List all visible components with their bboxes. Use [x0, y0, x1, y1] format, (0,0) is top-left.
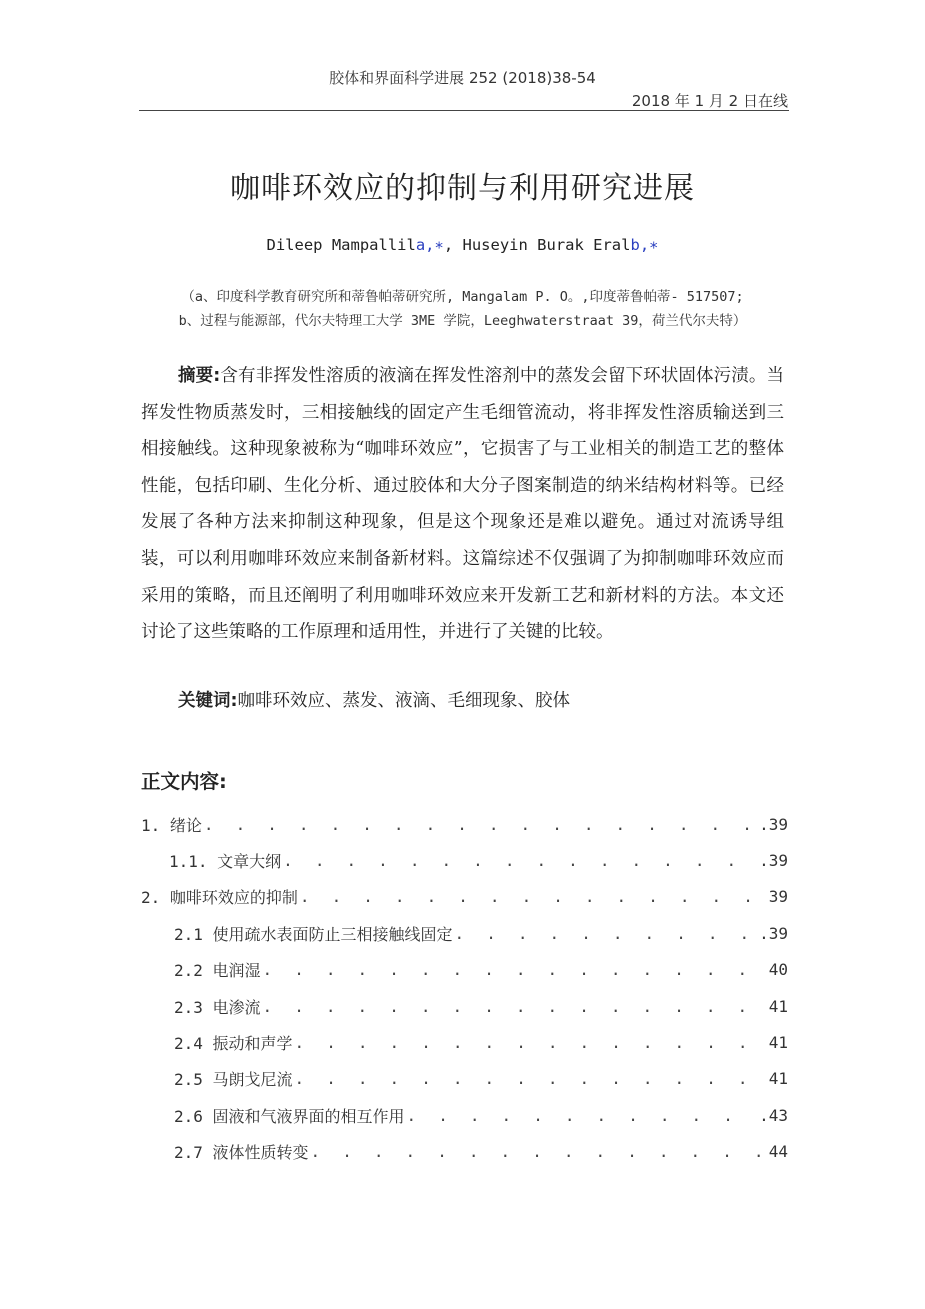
- keywords-text: 咖啡环效应、蒸发、液滴、毛细现象、胶体: [237, 691, 570, 711]
- toc-leader-dots: [455, 924, 758, 943]
- toc-entry-label: 1.1. 文章大纲: [169, 852, 282, 872]
- author-name: Dileep Mampallil: [266, 236, 416, 254]
- toc-entry-page: 41: [768, 996, 788, 1016]
- toc-entry[interactable]: [141, 879, 788, 915]
- toc-leader-dots: [407, 1106, 758, 1125]
- author-separator: ,: [443, 236, 463, 254]
- author-line: [0, 236, 925, 254]
- toc-leader-dots: [283, 851, 757, 870]
- toc-entry-page: .39: [759, 851, 788, 871]
- toc-entry-label: 1. 绪论: [141, 815, 202, 835]
- journal-citation: 胶体和界面科学进展 252 (2018)38-54: [329, 69, 596, 87]
- toc-entry[interactable]: [141, 806, 788, 842]
- toc-entry-page: .39: [759, 923, 788, 943]
- toc-entry-label: 2.2 电润湿: [174, 961, 261, 981]
- toc-entry[interactable]: [141, 1061, 788, 1097]
- toc-entry[interactable]: [141, 1097, 788, 1133]
- keywords-label: 关键词:: [178, 691, 238, 711]
- toc-entry-label: 2.7 液体性质转变: [174, 1143, 309, 1163]
- author-name: Huseyin Burak Eral: [462, 236, 631, 254]
- toc-leader-dots: [295, 1033, 767, 1052]
- toc-entry[interactable]: [141, 915, 788, 951]
- toc-heading: 正文内容:: [141, 770, 227, 793]
- toc-entry-page: 41: [768, 1033, 788, 1053]
- toc-entry[interactable]: [141, 1024, 788, 1060]
- toc-entry-label: 2.5 马朗戈尼流: [174, 1070, 293, 1090]
- toc-entry-page: 41: [768, 1069, 788, 1089]
- toc-entry-label: 2. 咖啡环效应的抑制: [141, 888, 298, 908]
- abstract-label: 摘要:: [178, 366, 221, 386]
- toc-entry-label: 2.6 固液和气液界面的相互作用: [174, 1106, 405, 1126]
- toc-entry-label: 2.3 电渗流: [174, 997, 261, 1017]
- paper-title: 咖啡环效应的抑制与利用研究进展: [230, 171, 695, 206]
- affiliation-line: （a、印度科学教育研究所和蒂鲁帕蒂研究所, Mangalam P. O。,印度蒂鲁帕蒂- 517507;: [181, 289, 744, 305]
- toc-entry-page: 39: [768, 887, 788, 907]
- online-date: 2018 年 1 月 2 日在线: [631, 92, 788, 110]
- keywords: [178, 687, 570, 712]
- toc-leader-dots: [263, 997, 767, 1016]
- toc-entry[interactable]: [141, 988, 788, 1024]
- toc-entry-page: 44: [768, 1142, 788, 1162]
- affiliation-line: b、过程与能源部，代尔夫特理工大学 3ME 学院，Leeghwaterstraat 39，荷兰代尔夫特）: [178, 313, 747, 329]
- toc-entry-page: .43: [759, 1105, 788, 1125]
- toc-entry-page: 40: [768, 960, 788, 980]
- author-affiliation-mark[interactable]: a,∗: [415, 236, 444, 254]
- author-affiliation-mark[interactable]: b,∗: [630, 236, 659, 254]
- toc-entry-label: 2.1 使用疏水表面防止三相接触线固定: [174, 924, 453, 944]
- toc-entry[interactable]: [141, 952, 788, 988]
- toc-leader-dots: [263, 960, 767, 979]
- table-of-contents: [141, 806, 788, 1170]
- toc-entry[interactable]: [141, 1134, 788, 1170]
- toc-entry[interactable]: [141, 842, 788, 878]
- toc-entry-page: .39: [759, 814, 788, 834]
- affiliations: [0, 285, 925, 333]
- toc-entry-label: 2.4 振动和声学: [174, 1034, 293, 1054]
- abstract-text: 含有非挥发性溶质的液滴在挥发性溶剂中的蒸发会留下环状固体污渍。当挥发性物质蒸发时，三相接触线的固定产生毛细管流动，将非挥发性溶质输送到三相接触线。这种现象被称为“咖啡环效应”，它损害了与工业相关的制造工艺的整体性能，包括印刷、生化分析、通过胶体和大分子图案制造的纳米结构材料等。已经发展了各种方法来抑制这种现象，但是这个现象还是难以避免。通过对流诱导组装，可以利用咖啡环效应来制备新材料。这篇综述不仅强调了为抑制咖啡环效应而采用的策略，而且还阐明了利用咖啡环效应来开发新工艺和新材料的方法。本文还讨论了这些策略的工作原理和适用性，并进行了关键的比较。: [141, 366, 784, 643]
- header-rule: [139, 110, 789, 111]
- abstract: [141, 358, 784, 651]
- toc-leader-dots: [295, 1069, 767, 1088]
- toc-leader-dots: [300, 887, 767, 906]
- toc-leader-dots: [204, 815, 757, 834]
- toc-leader-dots: [311, 1142, 767, 1161]
